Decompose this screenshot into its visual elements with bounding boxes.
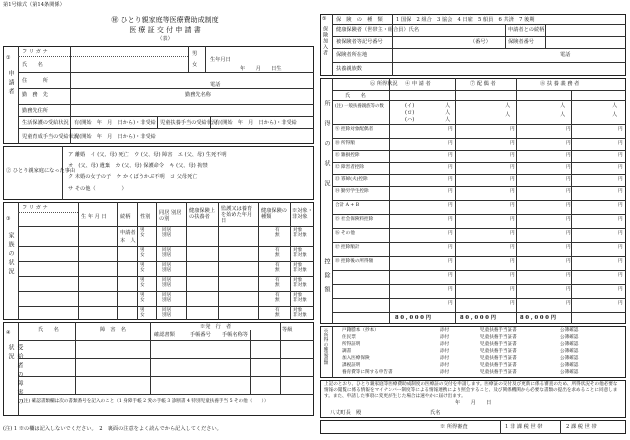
deducted-amount-2: 8 0 , 0 0 0 円 [520, 315, 556, 321]
yen-unit-2-1: 円 [510, 153, 515, 158]
person-unit-3: 人 [505, 103, 511, 109]
fam-sex-2[interactable]: 男 女 [140, 263, 145, 273]
fam-target-4[interactable]: 対象 非対象 [293, 293, 307, 303]
fam-target-5[interactable]: 対象 非対象 [293, 308, 307, 318]
col-spouse: ⑦ 配 偶 者 [470, 81, 496, 87]
signer-label: 氏名 [430, 410, 441, 416]
income-row-label-5: ⑭ 勤労学生控除 [335, 189, 369, 194]
yen-unit-5-0: 円 [448, 189, 453, 194]
yen-unit-8-2: 円 [566, 231, 571, 236]
fam-ins-3[interactable]: 有 無 [275, 278, 280, 288]
yen-unit-11-1: 円 [510, 273, 515, 278]
fam-target-0[interactable]: 対象 非対象 [293, 228, 307, 238]
yen-unit-3-0: 円 [448, 165, 453, 170]
col-supporter: ⑧ 扶 養 義 務 者 [540, 81, 580, 87]
confirm-attached-5[interactable]: 添付 [440, 363, 450, 368]
deducted-amount-0: 8 0 , 0 0 0 円 [395, 315, 431, 321]
reason-line-2[interactable]: オ (父、母) 遺棄 カ (父、母) 保護命令 キ (父、母) 拘禁 [68, 163, 208, 169]
reason-line-1[interactable]: ア 離婚 イ (父、母) 死亡 ウ (父、母) 障害 エ (父、母) 生死不明 [68, 152, 227, 158]
dis-disability: 障 害 名 [100, 327, 126, 333]
income-row-label-3: ⑫ 障害者控除 [335, 165, 365, 170]
yen-unit-7-3: 円 [618, 217, 623, 222]
yen-unit-13-3: 円 [618, 301, 623, 306]
address-label: 住 所 [22, 78, 48, 84]
yen-unit-0-3: 円 [618, 127, 623, 132]
tel-label: 電話 [210, 82, 221, 88]
welfare-label: 生活保護の受給状況 [22, 120, 69, 126]
confirm-public-2[interactable]: 公簿確認 [560, 342, 579, 347]
fam-self-1: 申請者 [120, 230, 136, 236]
yen-unit-11-2: 円 [566, 273, 571, 278]
yen-unit-1-2: 円 [566, 141, 571, 146]
yen-unit-10-2: 円 [566, 259, 571, 264]
insurance-side-label: 保険加入者 [322, 26, 328, 56]
birth-label: 生年月日 [210, 57, 231, 63]
confirm-cert-2[interactable]: 児童扶養手当証書 [480, 342, 517, 347]
yen-unit-7-2: 円 [566, 217, 571, 222]
yen-unit-4-3: 円 [618, 177, 623, 182]
yen-unit-6-2: 円 [566, 203, 571, 208]
relation-label: 申請者との続柄 [508, 27, 545, 33]
footnote-1: (注) 確認書類欄は次の書類番号を記入のこと（1 身障手帳 2 愛の手帳 3 診断書 4 特別児童扶養手当 5 その他（ ）） [22, 399, 269, 404]
person-unit-4: 人 [505, 112, 511, 118]
city-mayor: 八丈町長 殿 [330, 410, 362, 416]
applicant-side-label: 申請者 [7, 70, 14, 97]
application-form: 第1号様式（第14条関係） ㊙ ひとり親家庭等医療費助成制度 医 療 証 交 付 申 請 書 （表） ① 申請者 フ リ ガ ナ 氏 名 男 女 生年月日 年 月 日生 住 所 電話 勤 務 先 勤務先名称 勤務先住所 生活保護の受給状況 有(開始 年 月 日から)・非受給 児童扶養手当の受給状況 有(開始 年 月 日から)・非受給 児童育成手当の受給状況 有(開始 年 月 日から)・非受給 ② ひとり親家庭になった事由 ア 離婚 イ (父、母) 死亡 ウ (父、母) 障害 エ (父、母) 生死不明 オ (父、母) 遺棄 カ (父、母) 保護命令 キ (父、母) 拘禁 ク 未婚の女子の子 ケ かくばうかぶ不明 コ 父母死亡 サ その他（ ） ③ 家族の状況 フ リ ガ ナ 生 年 月 日 続柄 性別 同居 別居の別 健康保険上の扶養者 監護又は養育を始めた年月日 健康保険の種類 ※対象・非対象 申請者 本 人 男 女 同居 別居 有 無 対象 非対象 男 女 同居 別居 有 無 対象 非対象 男 女 同居 別居 有 無 対象 非対象 男 女 同居 別居 有 無 対象 非対象 男 女 同居 別居 有 無 対象 非対象 男 女 同居 別居 有 無 対象 非対象 ④ 受給者の障害の状況 氏 名 障 害 名 ※発 行 者 等級 確認書類 手帳番号 手帳名称等 (注) 確認書類欄は次の書類番号を記入のこと（1 身障手帳 2 愛の手帳 3 診断書 4 特別児童扶養手当 5 その他（ ）） (注) 1 ※の欄は記入しないでください。 2 裏面の注意をよく読んでから記入してください。 ⑤ 保険加入者 保 険 の 種 類 1 国保 2 組合 3 協会 4 日雇 5 船員 6 共済 7 後期 健康保険者（世帯主・組合員）氏名 申請者との続柄 被保険者等記号番号 （番号） 保険者番号 保険者所在地 電話 扶養親族数 所得の状況 控除額 ⑥ 所得状況 ④ 申 請 者 ⑦ 配 偶 者 ⑧ 扶 養 義 務 者 氏 名 (注) 一般扶養親族等の数 (イ) (ロ) (ハ) 人 人 人 人 人 人 人 人 人 ⑨ 控除対象配偶者 円 円 円 円 ⑩ 所得額 円 円 円 円 ⑪ 雑損控除 円 円 円 円 ⑫ 障害者控除 円 円 円 円 ⑬ 寡婦(夫)控除 円 円 円 円 ⑭ 勤労学生控除 円 円 円 円 合計 A + B 円 円 円 円 ⑮ 社会保険料控除 円 円 円 円 ⑯ その他 円 円 円 円 ⑰ 控除額計 円 円 円 円 ⑱ 控除後の所得額 円 円 円 円 円 円 円 円 円 円 円 円 円 円 円 円 8 0 , 0 0 0 円 8 0 , 0 0 0 円 8 0 , 0 0 0 円 ※所得の確認書類 戸籍謄本（抄本） 添付 児童扶養手当証書 公簿確認 住民票 添付 児童扶養手当証書 公簿確認 所得証明 添付 児童扶養手当証書 公簿確認 調書 添付 児童扶養手当証書 公簿確認 加入医療保険 添付 児童扶養手当証書 公簿確認 課税証明 添付 児童扶養手当証書 公簿確認 養育費等に関する申告書 添付 児童扶養手当証書 公簿確認 上記のとおり、ひとり親家庭等医療費助成制度の医療証の交付を申請します。医療証の交付及び更新に係る審査のため、所得状況その他必要な情報の閲覧に係る情報をマイナンバー制度等による情報連携により照会すること、及び関係機関から必要な書類の提出を求めることに同意します。また、申請した事項に変更が生じた場合は速やかに届け出ます。 年 月 日 八丈町長 殿 氏名 ※ 所得審査 1 非 課 税 世 帯 2 課 税 世 帯 [0, 0, 630, 440]
confirm-public-6[interactable]: 公簿確認 [560, 370, 579, 375]
dis-book-name: 手帳名称等 [222, 332, 248, 338]
income-name-label: 氏 名 [345, 93, 366, 99]
confirm-doc-3[interactable]: 調書 [342, 349, 352, 354]
insurance-kind-options[interactable]: 1 国保 2 組合 3 協会 4 日雇 5 船員 6 共済 7 後期 [396, 17, 535, 23]
title-line3: （表） [157, 36, 173, 42]
fam-ins-5[interactable]: 有 無 [275, 308, 280, 318]
fam-sex-1[interactable]: 男 女 [140, 248, 145, 258]
taxable-option[interactable]: 2 課 税 世 帯 [566, 424, 597, 430]
yen-unit-9-3: 円 [618, 245, 623, 250]
yen-unit-5-3: 円 [618, 189, 623, 194]
title-line2: 医 療 証 交 付 申 請 書 [129, 26, 201, 34]
fam-relation: 続柄 [120, 214, 131, 220]
confirm-cert-5[interactable]: 児童扶養手当証書 [480, 363, 517, 368]
section-applicant [3, 46, 314, 144]
female-option[interactable]: 女 [192, 62, 198, 68]
workplace-name-label: 勤務先名称 [185, 92, 211, 98]
declaration-date[interactable]: 年 月 日 [455, 400, 492, 406]
yen-unit-1-3: 円 [618, 141, 623, 146]
income-row-line [332, 138, 626, 139]
insurer-address-label: 保険者所在地 [336, 52, 368, 58]
yen-unit-8-0: 円 [448, 231, 453, 236]
yen-unit-11-3: 円 [618, 273, 623, 278]
yen-unit-5-2: 円 [566, 189, 571, 194]
income-row-line [332, 284, 626, 285]
yen-unit-6-0: 円 [448, 203, 453, 208]
fam-lives-2[interactable]: 同居 別居 [162, 263, 172, 273]
yen-unit-11-0: 円 [448, 273, 453, 278]
insurer-tel-label: 電話 [560, 52, 571, 58]
yen-unit-12-2: 円 [566, 287, 571, 292]
fam-ins-0[interactable]: 有 無 [275, 228, 280, 238]
child-allowance-label: 児童扶養手当の受給状況 [160, 120, 218, 126]
person-unit-6: 人 [612, 103, 618, 109]
income-row-line [332, 298, 626, 299]
income-row-label-7: ⑮ 社会保険料控除 [335, 217, 374, 222]
name-label: 氏 名 [22, 62, 43, 68]
tax-exempt-option[interactable]: 1 非 課 税 世 帯 [505, 424, 543, 430]
yen-unit-10-1: 円 [510, 259, 515, 264]
income-review-label: ※ 所得審査 [440, 424, 468, 430]
income-row-line [332, 270, 626, 271]
welfare-options[interactable]: 有(開始 年 月 日から)・非受給 [74, 120, 156, 126]
confirm-attached-0[interactable]: 添付 [440, 328, 450, 333]
dis-doc: 確認書類 [154, 332, 175, 338]
seal-mark: ㊙ [111, 16, 119, 24]
fam-lives-4[interactable]: 同居 別居 [162, 293, 172, 303]
family-side-label: 家族の状況 [7, 232, 14, 277]
col-applicant: ④ 申 請 者 [405, 81, 431, 87]
dis-issuer: ※発 行 者 [200, 324, 232, 330]
confirm-doc-1[interactable]: 住民票 [342, 335, 356, 340]
deduction-side-label: 控除額 [323, 258, 330, 300]
yen-unit-9-0: 円 [448, 245, 453, 250]
birth-format: 年 月 日生 [240, 66, 282, 72]
child-rearing-label: 児童育成手当の受給状況 [22, 134, 80, 140]
yen-unit-1-1: 円 [510, 141, 515, 146]
yen-unit-12-3: 円 [618, 287, 623, 292]
fam-dependent: 健康保険上の扶養者 [189, 208, 215, 220]
dis-grade: 等級 [282, 327, 293, 333]
yen-unit-2-2: 円 [566, 153, 571, 158]
footnote-2: (注) 1 ※の欄は記入しないでください。 2 裏面の注意をよく読んでから記入してください。 [3, 426, 222, 432]
confirm-cert-1[interactable]: 児童扶養手当証書 [480, 335, 517, 340]
dis-name: 氏 名 [38, 327, 59, 333]
fam-sex-0[interactable]: 男 女 [140, 228, 145, 238]
confirm-doc-5[interactable]: 課税証明 [342, 363, 361, 368]
income-row-line [332, 124, 626, 125]
person-unit-1: 人 [445, 110, 451, 116]
card-number-label: 被保険者等記号番号 [336, 39, 383, 45]
insurer-name-label: 健康保険者（世帯主・組合員）氏名 [336, 27, 420, 33]
income-row-line [332, 242, 626, 243]
dependents-note: (注) 一般扶養親族等の数 [335, 104, 384, 109]
yen-unit-4-0: 円 [448, 177, 453, 182]
dis-book-no: 手帳番号 [190, 332, 211, 338]
confirm-attached-1[interactable]: 添付 [440, 335, 450, 340]
income-side-label: 所得の状況 [323, 100, 330, 200]
yen-unit-3-3: 円 [618, 165, 623, 170]
disability-side-label: 受給者の障害の状況 [7, 344, 23, 407]
workplace-label: 勤 務 先 [22, 92, 48, 98]
yen-unit-7-1: 円 [510, 217, 515, 222]
yen-unit-0-0: 円 [448, 127, 453, 132]
income-row-label-9: ⑰ 控除額計 [335, 245, 360, 250]
yen-unit-6-3: 円 [618, 203, 623, 208]
yen-unit-0-1: 円 [510, 127, 515, 132]
form-number: 第1号様式（第14条関係） [3, 2, 65, 8]
title-line1: ㊙ ひとり親家庭等医療費助成制度 [111, 16, 219, 24]
person-unit-5: 人 [560, 103, 566, 109]
fam-lives-0[interactable]: 同居 別居 [162, 228, 172, 238]
yen-unit-9-2: 円 [566, 245, 571, 250]
fam-ins-4[interactable]: 有 無 [275, 293, 280, 303]
confirm-cert-4[interactable]: 児童扶養手当証書 [480, 356, 517, 361]
yen-unit-10-0: 円 [448, 259, 453, 264]
fam-lives-5[interactable]: 同居 別居 [162, 308, 172, 318]
confirm-doc-0[interactable]: 戸籍謄本（抄本） [342, 328, 379, 333]
yen-unit-7-0: 円 [448, 217, 453, 222]
confirm-side-label: ※所得の確認書類 [323, 328, 328, 365]
confirm-doc-2[interactable]: 所得証明 [342, 342, 361, 347]
income-row-line [332, 174, 626, 175]
child-allowance-options[interactable]: 有(開始 年 月 日から)・非受給 [215, 120, 297, 126]
confirm-attached-2[interactable]: 添付 [440, 342, 450, 347]
yen-unit-9-1: 円 [510, 245, 515, 250]
yen-unit-4-1: 円 [510, 177, 515, 182]
fam-target-3[interactable]: 対象 非対象 [293, 278, 307, 288]
confirm-public-1[interactable]: 公簿確認 [560, 335, 579, 340]
income-row-label-0: ⑨ 控除対象配偶者 [335, 127, 374, 132]
male-option[interactable]: 男 [192, 51, 198, 57]
fam-ins-2[interactable]: 有 無 [275, 263, 280, 273]
yen-unit-8-3: 円 [618, 231, 623, 236]
income-row-label-4: ⑬ 寡婦(夫)控除 [335, 177, 368, 182]
income-row-line [332, 312, 626, 313]
person-unit-0: 人 [445, 103, 451, 109]
confirm-public-3[interactable]: 公簿確認 [560, 349, 579, 354]
yen-unit-6-1: 円 [510, 203, 515, 208]
fam-sex-3[interactable]: 男 女 [140, 278, 145, 288]
yen-unit-13-1: 円 [510, 301, 515, 306]
income-row-line [332, 186, 626, 187]
fam-lives: 同居 別居の別 [159, 210, 182, 222]
dependents-label: 扶養親族数 [336, 66, 362, 72]
fam-target-1[interactable]: 対象 非対象 [293, 248, 307, 258]
declaration-text: 上記のとおり、ひとり親家庭等医療費助成制度の医療証の交付を申請します。医療証の交付及び更新に係る審査のため、所得状況その他必要な情報の閲覧に係る情報をマイナンバー制度等による情報連携により照会すること、及び関係機関から必要な書類の提出を求めることに同意します。また、申請した事項に変更が生じた場合は速やかに届け出ます。 [324, 382, 618, 399]
confirm-attached-6[interactable]: 添付 [440, 370, 450, 375]
income-row-label-8: ⑯ その他 [335, 231, 355, 236]
fam-ins-type: 健康保険の種類 [261, 208, 287, 220]
income-row-label-10: ⑱ 控除後の所得額 [335, 259, 374, 264]
fam-sex-5[interactable]: 男 女 [140, 308, 145, 318]
fam-start: 監護又は養育を始めた年月日 [221, 206, 253, 224]
income-row-label-6: 合計 A + B [335, 203, 360, 208]
confirm-attached-3[interactable]: 添付 [440, 349, 450, 354]
income-header: ⑥ 所得状況 [370, 81, 398, 87]
furigana-label: フ リ ガ ナ [22, 49, 48, 55]
income-row-line [332, 214, 626, 215]
fam-target-2[interactable]: 対象 非対象 [293, 263, 307, 273]
yen-unit-13-2: 円 [566, 301, 571, 306]
confirm-doc-4[interactable]: 加入医療保険 [342, 356, 370, 361]
income-row-label-1: ⑩ 所得額 [335, 141, 355, 146]
yen-unit-5-1: 円 [510, 189, 515, 194]
card-number-value: （番号） [470, 39, 491, 45]
income-row-line [332, 150, 626, 151]
income-row-line [332, 162, 626, 163]
person-unit-7: 人 [560, 112, 566, 118]
confirm-doc-6[interactable]: 養育費等に関する申告書 [342, 370, 393, 375]
reason-label: ② ひとり親家庭になった事由 [6, 168, 76, 174]
yen-unit-3-2: 円 [566, 165, 571, 170]
yen-unit-8-1: 円 [510, 231, 515, 236]
deducted-amount-1: 8 0 , 0 0 0 円 [460, 315, 496, 321]
confirm-cert-6[interactable]: 児童扶養手当証書 [480, 370, 517, 375]
yen-unit-13-0: 円 [448, 301, 453, 306]
insurance-kind-label: 保 険 の 種 類 [336, 17, 383, 23]
fam-lives-1[interactable]: 同居 別居 [162, 248, 172, 258]
yen-unit-12-0: 円 [448, 287, 453, 292]
yen-unit-0-2: 円 [566, 127, 571, 132]
fam-lives-3[interactable]: 同居 別居 [162, 278, 172, 288]
confirm-public-0[interactable]: 公簿確認 [560, 328, 579, 333]
confirm-public-5[interactable]: 公簿確認 [560, 363, 579, 368]
yen-unit-12-1: 円 [510, 287, 515, 292]
yen-unit-1-0: 円 [448, 141, 453, 146]
confirm-public-4[interactable]: 公簿確認 [560, 356, 579, 361]
fam-birth: 生 年 月 日 [81, 214, 107, 220]
income-row-line [332, 200, 626, 201]
fam-ins-1[interactable]: 有 無 [275, 248, 280, 258]
fam-target: ※対象・非対象 [292, 208, 313, 220]
child-rearing-options[interactable]: 有(開始 年 月 日から)・非受給 [74, 134, 156, 140]
yen-unit-4-2: 円 [566, 177, 571, 182]
fam-furigana: フ リ ガ ナ [22, 205, 48, 211]
income-row-line [332, 228, 626, 229]
workplace-address-label: 勤務先住所 [22, 108, 48, 114]
reason-line-4[interactable]: サ その他（ ） [68, 186, 127, 192]
income-row-label-2: ⑪ 雑損控除 [335, 153, 360, 158]
insurer-number-label: 保険者番号 [508, 39, 534, 45]
yen-unit-3-1: 円 [510, 165, 515, 170]
reason-line-3[interactable]: ク 未婚の女子の子 ケ かくばうかぶ不明 コ 父母死亡 [68, 174, 198, 180]
income-row-line [332, 256, 626, 257]
yen-unit-2-0: 円 [448, 153, 453, 158]
yen-unit-10-3: 円 [618, 259, 623, 264]
yen-unit-2-3: 円 [618, 153, 623, 158]
section-income [320, 78, 626, 324]
sub-labels: (イ) (ロ) (ハ) [405, 103, 415, 123]
fam-sex-4[interactable]: 男 女 [140, 293, 145, 303]
person-unit-2: 人 [445, 117, 451, 123]
fam-sex: 性別 [140, 214, 151, 220]
fam-self-2: 本 人 [120, 238, 136, 244]
confirm-attached-4[interactable]: 添付 [440, 356, 450, 361]
person-unit-8: 人 [612, 112, 618, 118]
confirm-cert-0[interactable]: 児童扶養手当証書 [480, 328, 517, 333]
confirm-cert-3[interactable]: 児童扶養手当証書 [480, 349, 517, 354]
